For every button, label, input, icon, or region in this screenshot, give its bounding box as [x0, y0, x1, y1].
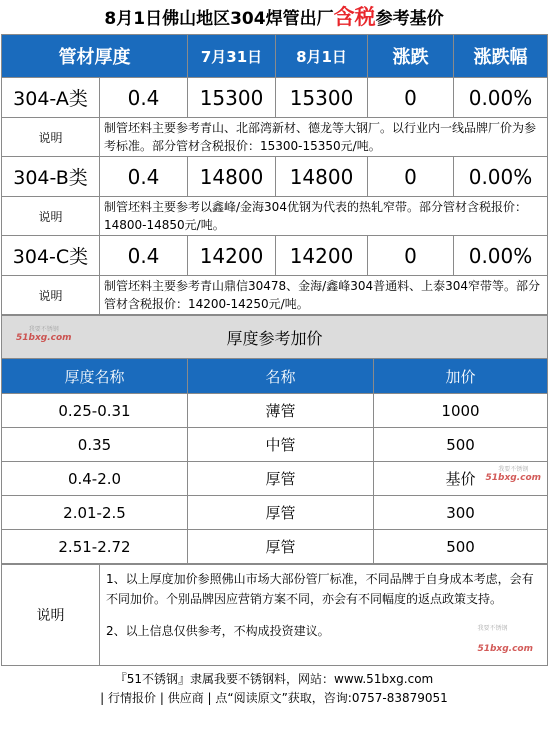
- change-pct-cell: 0.00%: [454, 78, 548, 118]
- final-note-table: [1, 564, 548, 666]
- change-cell: 0: [368, 78, 454, 118]
- table-row: [2, 530, 548, 564]
- prev-price-cell: 14200: [188, 236, 276, 276]
- table-row: [2, 236, 548, 276]
- thickness-table: [1, 315, 548, 564]
- table-row: [2, 157, 548, 197]
- watermark-logo: 我要不锈钢 51bxg.com: [485, 466, 542, 483]
- header-date-prev: 7月31日: [188, 35, 276, 78]
- add-price: 基价 我要不锈钢 51bxg.com: [374, 462, 548, 496]
- page-title: [0, 0, 548, 34]
- header-date-curr: 8月1日: [276, 35, 368, 78]
- note-row: [2, 197, 548, 236]
- thickness-cell: 0.4: [100, 78, 188, 118]
- table-row: [2, 462, 548, 496]
- final-note-row: [2, 565, 548, 666]
- title-prefix: 8月1日佛山地区304焊管出厂: [104, 9, 334, 29]
- curr-price-cell: 15300: [276, 78, 368, 118]
- section-title-text: 厚度参考加价: [226, 328, 323, 348]
- title-suffix: 参考基价: [375, 9, 444, 29]
- prev-price-cell: 14800: [188, 157, 276, 197]
- grade-cell: 304-A类: [2, 78, 100, 118]
- change-pct-cell: 0.00%: [454, 157, 548, 197]
- grade-cell: 304-B类: [2, 157, 100, 197]
- price-table-header: [2, 35, 548, 78]
- pipe-name: 厚管: [188, 496, 374, 530]
- title-highlight: 含税: [333, 5, 376, 29]
- add-price: 500: [374, 530, 548, 564]
- header-change-pct: 涨跌幅: [454, 35, 548, 78]
- pipe-name: 厚管: [188, 530, 374, 564]
- add-price: 500: [374, 428, 548, 462]
- curr-price-cell: 14200: [276, 236, 368, 276]
- thickness-cell: 0.4: [100, 236, 188, 276]
- pipe-name: 中管: [188, 428, 374, 462]
- footer-line-2: | 行情报价 | 供应商 | 点“阅读原文”获取，咨询:0757-83879051: [100, 691, 448, 705]
- thickness-range: 2.51-2.72: [2, 530, 188, 564]
- prev-price-cell: 15300: [188, 78, 276, 118]
- curr-price-cell: 14800: [276, 157, 368, 197]
- table-row: [2, 78, 548, 118]
- note-text: 制管坯料主要参考青山鼎信30478、金海/鑫峰304普通料、上泰304窄带等。部分管材含税报价：14200-14250元/吨。: [100, 276, 548, 315]
- thickness-table-header: [2, 359, 548, 394]
- note-text: 制管坯料主要参考青山、北部湾新材、德龙等大钢厂。以行业内一线品牌厂价为参考标准。部分管材含税报价：15300-15350元/吨。: [100, 118, 548, 157]
- final-note-text: [100, 565, 548, 666]
- note-row: [2, 276, 548, 315]
- thickness-range: 0.35: [2, 428, 188, 462]
- watermark-logo: 我要不锈钢 51bxg.com: [477, 625, 533, 654]
- footer: [0, 670, 548, 708]
- header-material: 管材厚度: [2, 35, 188, 78]
- note-row: [2, 118, 548, 157]
- final-note-line-2: 2、以上信息仅供参考，不构成投资建议。: [106, 624, 330, 638]
- add-price: 1000: [374, 394, 548, 428]
- note-label: 说明: [2, 197, 100, 236]
- add-price: 300: [374, 496, 548, 530]
- change-cell: 0: [368, 157, 454, 197]
- final-note-label: 说明: [2, 565, 100, 666]
- thickness-range: 0.4-2.0: [2, 462, 188, 496]
- table-row: [2, 394, 548, 428]
- col-thickness-name: 厚度名称: [2, 359, 188, 394]
- note-label: 说明: [2, 276, 100, 315]
- final-note-line-1: 1、以上厚度加价参照佛山市场大部份管厂标准，不同品牌于自身成本考虑，会有不同加价。个别品牌因应营销方案不同，亦会有不同幅度的返点政策支持。: [106, 572, 534, 606]
- change-pct-cell: 0.00%: [454, 236, 548, 276]
- pipe-name: 厚管: [188, 462, 374, 496]
- pipe-name: 薄管: [188, 394, 374, 428]
- thickness-range: 0.25-0.31: [2, 394, 188, 428]
- section-title-row: [2, 316, 548, 359]
- thickness-cell: 0.4: [100, 157, 188, 197]
- table-row: [2, 428, 548, 462]
- note-text: 制管坯料主要参考以鑫峰/金海304优钢为代表的热轧窄带。部分管材含税报价：14800-14850元/吨。: [100, 197, 548, 236]
- thickness-range: 2.01-2.5: [2, 496, 188, 530]
- change-cell: 0: [368, 236, 454, 276]
- header-change: 涨跌: [368, 35, 454, 78]
- watermark-logo: 我要不锈钢 51bxg.com: [16, 326, 72, 343]
- note-label: 说明: [2, 118, 100, 157]
- col-name: 名称: [188, 359, 374, 394]
- grade-cell: 304-C类: [2, 236, 100, 276]
- footer-line-1: 『51不锈钢』隶属我要不锈钢料，网站：www.51bxg.com: [114, 672, 434, 686]
- price-table: [1, 34, 548, 315]
- section-title: [2, 316, 548, 359]
- col-add-price: 加价: [374, 359, 548, 394]
- table-row: [2, 496, 548, 530]
